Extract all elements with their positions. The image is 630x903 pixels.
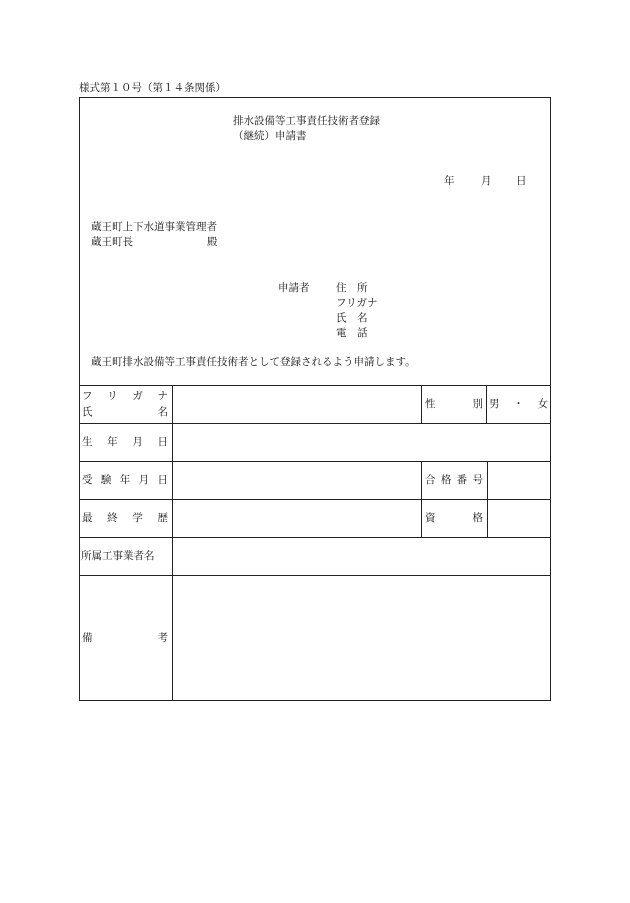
- label-column-divider: [172, 385, 173, 701]
- applicant-label: 申請者: [278, 282, 310, 294]
- row-divider: [79, 423, 551, 424]
- applicant-furigana-label: フリガナ: [336, 297, 378, 309]
- right-value-divider: [487, 461, 488, 537]
- addressee-honorific: 殿: [207, 236, 218, 248]
- form-number: 様式第１０号（第１４条関係）: [79, 82, 226, 94]
- gender-label: 性 別: [425, 398, 483, 410]
- pass-number-label: 合 格 番 号: [425, 474, 483, 486]
- gender-label-divider: [421, 385, 422, 423]
- gender-option-female: 女: [537, 398, 548, 410]
- row-divider: [79, 499, 551, 500]
- applicant-phone-label: 電 話: [336, 327, 368, 339]
- birthdate-label: 生 年 月 日: [82, 436, 168, 448]
- exam-date-label: 受 験 年 月 日: [82, 474, 168, 486]
- row-divider: [79, 537, 551, 538]
- date-month: 月: [481, 175, 492, 187]
- gender-option-male: 男: [489, 398, 500, 410]
- company-label: 所属工事業者名: [81, 550, 155, 562]
- gender-value-divider: [486, 385, 487, 423]
- form-title-line1: 排水設備等工事責任技術者登録: [233, 115, 380, 127]
- furigana-label: フ リ ガ ナ: [82, 390, 168, 402]
- date-year: 年: [444, 175, 455, 187]
- applicant-name-label: 氏 名: [336, 312, 368, 324]
- gender-option-separator: ・: [513, 398, 524, 410]
- application-statement: 蔵王町排水設備等工事責任技術者として登録されるよう申請します。: [91, 356, 416, 368]
- applicant-address-label: 住 所: [336, 282, 368, 294]
- qualification-label: 資 格: [425, 512, 483, 524]
- right-label-divider: [421, 461, 422, 537]
- row-divider: [79, 575, 551, 576]
- education-label: 最 終 学 歴: [82, 512, 168, 524]
- addressee-line2: 蔵王町長: [91, 236, 133, 248]
- remarks-label: 備 考: [82, 632, 168, 644]
- table-top-border: [79, 385, 551, 386]
- date-day: 日: [516, 175, 527, 187]
- gender-options: [489, 398, 548, 411]
- name-label: 氏 名: [82, 406, 168, 418]
- row-divider: [79, 461, 551, 462]
- addressee-line1: 蔵王町上下水道事業管理者: [91, 221, 217, 233]
- form-title-line2: （継続）申請書: [233, 130, 307, 142]
